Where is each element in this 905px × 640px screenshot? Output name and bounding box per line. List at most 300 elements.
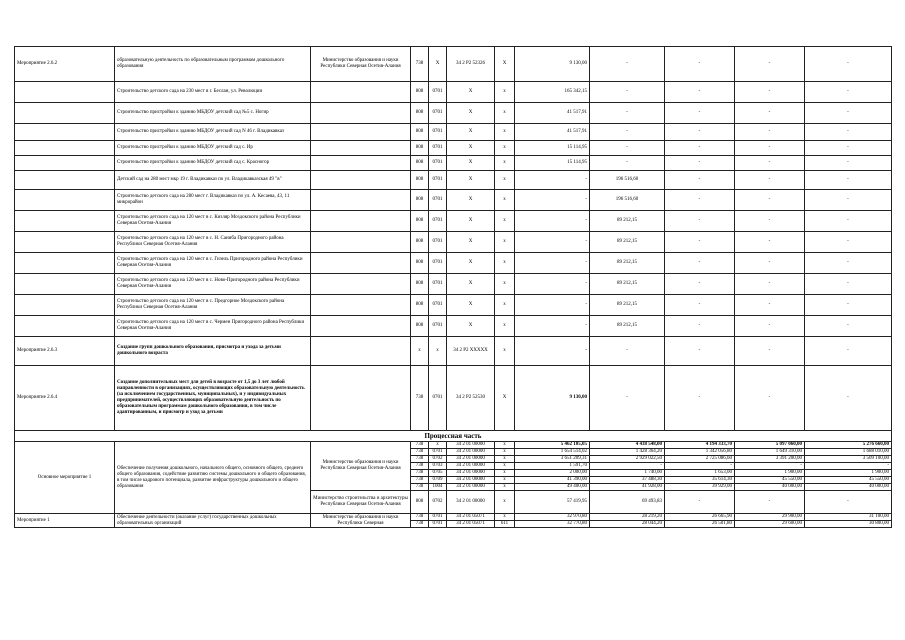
value-cell: 15 114,95 [515,156,590,171]
code-cell: 738 [411,47,429,82]
value-cell: - [665,82,735,103]
code-cell: 808 [411,274,429,295]
code-cell: 808 [411,253,429,274]
value-cell: - [665,316,735,337]
code-cell: Х [447,253,495,274]
value-cell: 41 517,91 [515,124,590,141]
code-cell: 0701 [429,156,447,171]
value-cell: - [735,253,805,274]
code-cell: х [495,190,515,211]
value-cell: - [590,156,665,171]
code-cell: х [495,449,515,456]
value-cell: 9 130,00 [515,366,590,431]
value-cell: - [805,274,892,295]
value-cell: 1 740,00 [590,470,665,477]
code-cell: х [411,337,429,366]
value-cell: - [515,295,590,316]
code-cell: 34 2 01 00000 [447,449,495,456]
code-cell: Х [447,232,495,253]
event-label-cell [15,156,115,171]
value-cell: - [805,47,892,82]
value-cell: - [735,156,805,171]
code-cell: 808 [411,171,429,190]
value-cell: 15 114,95 [515,141,590,156]
event-name-cell: образовательную деятельность по образовательным программам дошкольного образования [115,47,311,82]
value-cell: - [515,232,590,253]
event-name-cell: Детский сад на 280 мест мкр 19 г. Владикавказ по ул. Владикавказская 49 "в" [115,171,311,190]
value-cell: 1 653,00 [665,470,735,477]
event-name-cell: Строительство детского сада на 120 мест в с. Гизель Пригородного района Республики Северная Осетия-Алания [115,253,311,274]
grbs-cell [311,156,411,171]
code-cell: х [495,470,515,477]
value-cell: 28 219,20 [590,514,665,521]
value-cell: 1 654 514,02 [515,449,590,456]
code-cell: Х [447,124,495,141]
table-row [15,366,892,431]
value-cell: 26 501,80 [665,521,735,528]
event-label-cell: Мероприятие 2.6.4 [15,366,115,431]
value-cell: - [590,82,665,103]
code-cell: 808 [411,124,429,141]
value-cell: - [735,141,805,156]
value-cell: - [590,366,665,431]
code-cell: Х [447,103,495,124]
event-label-cell [15,190,115,211]
value-cell: - [665,47,735,82]
value-cell: - [515,253,590,274]
event-name-cell: Создание групп дошкольного образования, присмотра и ухода за детьми дошкольного возраста [115,337,311,366]
value-cell: - [665,190,735,211]
value-cell: - [805,491,892,514]
code-cell: 0701 [429,103,447,124]
code-cell: 34 2 01 00000 [447,442,495,449]
value-cell: 165 342,15 [515,82,590,103]
value-cell: - [590,463,665,470]
value-cell: 3 509 100,00 [805,456,892,463]
table-row [15,442,892,449]
code-cell: Х [447,295,495,316]
value-cell: - [805,124,892,141]
code-cell: 808 [411,156,429,171]
value-cell: - [515,337,590,366]
grbs-cell [311,295,411,316]
value-cell: - [805,211,892,232]
value-cell: 57 419,95 [515,491,590,514]
code-cell: 0701 [429,232,447,253]
table-row [15,274,892,295]
event-label-cell [15,253,115,274]
value-cell: - [805,141,892,156]
code-cell: 34 2 01 00000 [447,470,495,477]
value-cell: 1 591,70 [515,463,590,470]
value-cell: - [735,103,805,124]
table-row [15,316,892,337]
table-row [15,514,892,521]
code-cell: х [495,103,515,124]
value-cell: - [735,274,805,295]
code-cell: 34 2 01 05071 [447,514,495,521]
value-cell: 45 550,00 [735,477,805,484]
value-cell: - [805,337,892,366]
value-cell: 1 649 310,00 [735,449,805,456]
budget-table [14,46,892,528]
value-cell: - [515,274,590,295]
code-cell: Х [447,156,495,171]
code-cell: 738 [411,442,429,449]
value-cell: - [665,337,735,366]
value-cell: - [665,274,735,295]
code-cell: Х [495,47,515,82]
code-cell: х [495,141,515,156]
code-cell: 1004 [429,484,447,491]
event-label-cell [15,103,115,124]
value-cell: 35 614,30 [665,477,735,484]
event-name-cell: Строительство пристройки к зданию МБДОУ детский сад №5 с. Ногир [115,103,311,124]
grbs-cell [311,82,411,103]
code-cell: 808 [411,316,429,337]
value-cell: - [665,103,735,124]
code-cell: х [495,463,515,470]
value-cell: - [805,156,892,171]
code-cell: 738 [411,484,429,491]
event-label-cell [15,82,115,103]
value-cell: - [735,171,805,190]
code-cell: 738 [411,366,429,431]
code-cell: х [495,253,515,274]
code-cell: х [495,156,515,171]
value-cell: 29 600,00 [735,521,805,528]
main-event-rows [15,442,892,528]
value-cell: 1 688 010,00 [805,449,892,456]
code-cell: 0702 [429,456,447,463]
code-cell: 808 [411,103,429,124]
value-cell: - [515,190,590,211]
value-cell: 32 970,80 [515,514,590,521]
code-cell: х [429,442,447,449]
table-row [15,171,892,190]
code-cell: 34 2 01 00000 [447,456,495,463]
code-cell: 0701 [429,316,447,337]
value-cell: 32 770,80 [515,521,590,528]
section-title: Процессная часть [15,431,892,442]
value-cell: - [735,211,805,232]
grbs-cell [311,211,411,232]
budget-table-sheet [14,46,891,528]
value-cell: - [805,463,892,470]
value-cell: - [805,316,892,337]
value-cell: 89 212,15 [590,232,665,253]
grbs-cell: Министерство образования и науки Республики Северная Осетия-Алания [311,47,411,82]
value-cell: - [735,316,805,337]
value-cell: - [735,295,805,316]
value-cell: 45 550,00 [805,477,892,484]
main-event-label-cell: Основное мероприятие 1 [15,442,115,514]
value-cell: - [735,47,805,82]
value-cell: 41 517,91 [515,103,590,124]
code-cell: 0701 [429,124,447,141]
grbs-cell: Министерство образования и науки Республики Северная [311,514,411,528]
value-cell: 4 438 548,00 [590,442,665,449]
code-cell: 0705 [429,470,447,477]
grbs-cell [311,171,411,190]
code-cell: Х [429,47,447,82]
code-cell: 738 [411,521,429,528]
event-name-cell: Обеспечение деятельности (оказание услуг) государственных дошкольных образовательных организаций [115,514,311,528]
value-cell: - [735,190,805,211]
top-rows [15,47,892,431]
code-cell: х [429,337,447,366]
value-cell: 89 212,15 [590,274,665,295]
code-cell: 0709 [429,477,447,484]
code-cell: 34 2 01 00000 [447,477,495,484]
code-cell: 738 [411,470,429,477]
event-name-cell: Строительство детского сада на 120 мест в с. Кизляр Моздокского района Республики Северная Осетия-Алания [115,211,311,232]
code-cell: Х [447,141,495,156]
code-cell: х [495,514,515,521]
code-cell: 0701 [429,190,447,211]
value-cell: 4 194 333,70 [665,442,735,449]
event-name-cell: Строительство детского сада на 280 мест г. Владикавказ по ул. А. Кесаева, 43, 11 микрорайон [115,190,311,211]
value-cell: 1 342 056,80 [665,449,735,456]
code-cell: 808 [411,82,429,103]
value-cell: - [805,366,892,431]
code-cell: 34 2 Р2 ХХХХХ [447,337,495,366]
value-cell: - [590,47,665,82]
code-cell: 0702 [429,491,447,514]
code-cell: 738 [411,463,429,470]
table-row [15,156,892,171]
table-row [15,82,892,103]
code-cell: х [495,124,515,141]
code-cell: 34 2 Р2 52326 [447,47,495,82]
code-cell: Х [447,82,495,103]
value-cell: 41 390,00 [515,477,590,484]
grbs-cell: Министерство строительства и архитектуры Республики Северная Осетия-Алания [311,491,411,514]
event-label-cell [15,316,115,337]
code-cell: 0701 [429,295,447,316]
value-cell: - [515,316,590,337]
value-cell: - [735,232,805,253]
value-cell: - [590,103,665,124]
code-cell: 808 [411,232,429,253]
code-cell: 34 2 01 00000 [447,491,495,514]
table-row [15,47,892,82]
value-cell: 40 000,00 [735,484,805,491]
value-cell: 69 493,83 [590,491,665,514]
event-label-cell [15,141,115,156]
event-name-cell: Строительство пристройки к зданию МБДОУ детский сад с. Ир [115,141,311,156]
value-cell: 1 428 364,20 [590,449,665,456]
table-row [15,337,892,366]
value-cell: 3 391 200,00 [735,456,805,463]
value-cell: 196 516,60 [590,171,665,190]
value-cell: - [805,82,892,103]
value-cell: - [665,156,735,171]
code-cell: 0701 [429,141,447,156]
grbs-cell [311,253,411,274]
value-cell: 39 929,00 [665,484,735,491]
value-cell: 2 725 086,60 [665,456,735,463]
value-cell: - [735,463,805,470]
code-cell: х [495,232,515,253]
grbs-cell [311,316,411,337]
value-cell: - [665,211,735,232]
value-cell: - [665,232,735,253]
grbs-cell [311,337,411,366]
value-cell: - [805,232,892,253]
value-cell: 28 044,20 [590,521,665,528]
code-cell: х [495,82,515,103]
value-cell: - [665,491,735,514]
event-label-cell [15,211,115,232]
code-cell: 34 2 01 00000 [447,484,495,491]
value-cell: - [665,253,735,274]
value-cell: 3 651 209,31 [515,456,590,463]
code-cell: х [495,295,515,316]
value-cell: - [590,141,665,156]
value-cell: - [665,124,735,141]
table-row [15,295,892,316]
code-cell: 34 2 01 00000 [447,463,495,470]
grbs-cell [311,274,411,295]
grbs-cell [311,124,411,141]
code-cell: 0701 [429,274,447,295]
value-cell: 9 130,00 [515,47,590,82]
code-cell: Х [447,316,495,337]
value-cell: - [590,124,665,141]
value-cell: 196 516,60 [590,190,665,211]
value-cell: 40 000,00 [805,484,892,491]
code-cell: Х [447,211,495,232]
code-cell: Х [447,171,495,190]
code-cell: 0701 [429,366,447,431]
value-cell: 89 212,15 [590,253,665,274]
code-cell: х [495,316,515,337]
code-cell: 0701 [429,171,447,190]
value-cell: 1 900,00 [805,470,892,477]
code-cell: 34 2 01 05071 [447,521,495,528]
code-cell: х [495,337,515,366]
value-cell: - [665,295,735,316]
value-cell: - [665,171,735,190]
event-label-cell: Мероприятие 1 [15,514,115,528]
event-label-cell [15,274,115,295]
code-cell: 0701 [429,253,447,274]
value-cell: - [590,337,665,366]
code-cell: х [495,491,515,514]
value-cell: 2 000,00 [515,470,590,477]
event-label-cell [15,124,115,141]
value-cell: - [735,491,805,514]
value-cell: 37 488,30 [590,477,665,484]
value-cell: - [805,171,892,190]
value-cell: - [665,366,735,431]
code-cell: 0701 [429,211,447,232]
code-cell: 0701 [429,449,447,456]
value-cell: - [665,141,735,156]
event-label-cell: Мероприятие 2.6.2 [15,47,115,82]
code-cell: х [495,274,515,295]
main-event-name-cell: Обеспечение получения дошкольного, начального общего, основного общего, среднего общего образования, содействие развитию системы дошкольного и общего образования, в том числе кадрового потенциала, развитие инфраструктуры дошкольного и общего образования [115,442,311,514]
value-cell: 5 462 105,05 [515,442,590,449]
code-cell: 808 [411,491,429,514]
value-cell: - [735,337,805,366]
value-cell: - [805,295,892,316]
grbs-cell [311,190,411,211]
table-row [15,232,892,253]
event-name-cell: Создание дополнительных мест для детей в возрасте от 1,5 до 3 лет любой направленности в организациях, осуществляющих образовательную деятельность (за исключением государственных, муниципальных), и у индивидуальных предпринимателей, осуществляющих образовательную деятельность по образовательным программам дошкольного образования, в том числе адаптированным, и присмотр и уход за детьми [115,366,311,431]
table-row [15,124,892,141]
grbs-cell: Министерство образования и науки Республики Северная Осетия-Алания [311,442,411,491]
value-cell: - [515,211,590,232]
value-cell: 2 929 022,50 [590,456,665,463]
grbs-cell [311,366,411,431]
code-cell: 34 2 Р2 52530 [447,366,495,431]
event-label-cell: Мероприятие 2.6.3 [15,337,115,366]
code-cell: 738 [411,477,429,484]
value-cell: 49 400,00 [515,484,590,491]
code-cell: х [495,456,515,463]
code-cell: 738 [411,514,429,521]
event-name-cell: Строительство детского сада на 120 мест в с. Чермен Пригородного района Республики Северная Осетия-Алания [115,316,311,337]
code-cell: х [495,484,515,491]
grbs-cell [311,141,411,156]
code-cell: Х [495,366,515,431]
value-cell: 5 097 060,00 [735,442,805,449]
value-cell: 1 900,00 [735,470,805,477]
event-name-cell: Строительство детского сада на 120 мест в с. Ново-Пригородного района Республики Северная Осетия-Алания [115,274,311,295]
code-cell: 738 [411,456,429,463]
grbs-cell [311,103,411,124]
code-cell: 611 [495,521,515,528]
value-cell: 5 276 660,00 [805,442,892,449]
table-row [15,190,892,211]
table-row [15,211,892,232]
value-cell: - [515,171,590,190]
value-cell: 31 100,00 [805,514,892,521]
code-cell: 0703 [429,463,447,470]
value-cell: 89 212,15 [590,316,665,337]
event-name-cell: Строительство детского сада на 120 мест в с. Предгорное Моздокского района Республики Северная Осетия-Алания [115,295,311,316]
event-label-cell [15,171,115,190]
event-label-cell [15,232,115,253]
code-cell: 808 [411,190,429,211]
value-cell: - [805,253,892,274]
code-cell: 0701 [429,82,447,103]
value-cell: 29 900,00 [735,514,805,521]
event-name-cell: Строительство детского сада на 230 мест в г. Беслан, ул. Революции [115,82,311,103]
table-row [15,141,892,156]
event-label-cell [15,295,115,316]
table-row [15,253,892,274]
code-cell: Х [447,190,495,211]
code-cell: х [495,477,515,484]
value-cell: 89 212,15 [590,295,665,316]
code-cell: х [495,442,515,449]
value-cell: 26 665,90 [665,514,735,521]
table-row [15,103,892,124]
value-cell: 89 212,15 [590,211,665,232]
event-name-cell: Строительство детского сада на 120 мест в с. Н. Саниба Пригородного района Республики Северная Осетия-Алания [115,232,311,253]
value-cell: - [805,103,892,124]
code-cell: 808 [411,211,429,232]
code-cell: х [495,171,515,190]
value-cell: - [735,124,805,141]
event-name-cell: Строительство пристройки к зданию МБДОУ детский сад N 46 г. Владикавказ [115,124,311,141]
code-cell: х [495,211,515,232]
value-cell: 41 928,00 [590,484,665,491]
value-cell: - [805,190,892,211]
